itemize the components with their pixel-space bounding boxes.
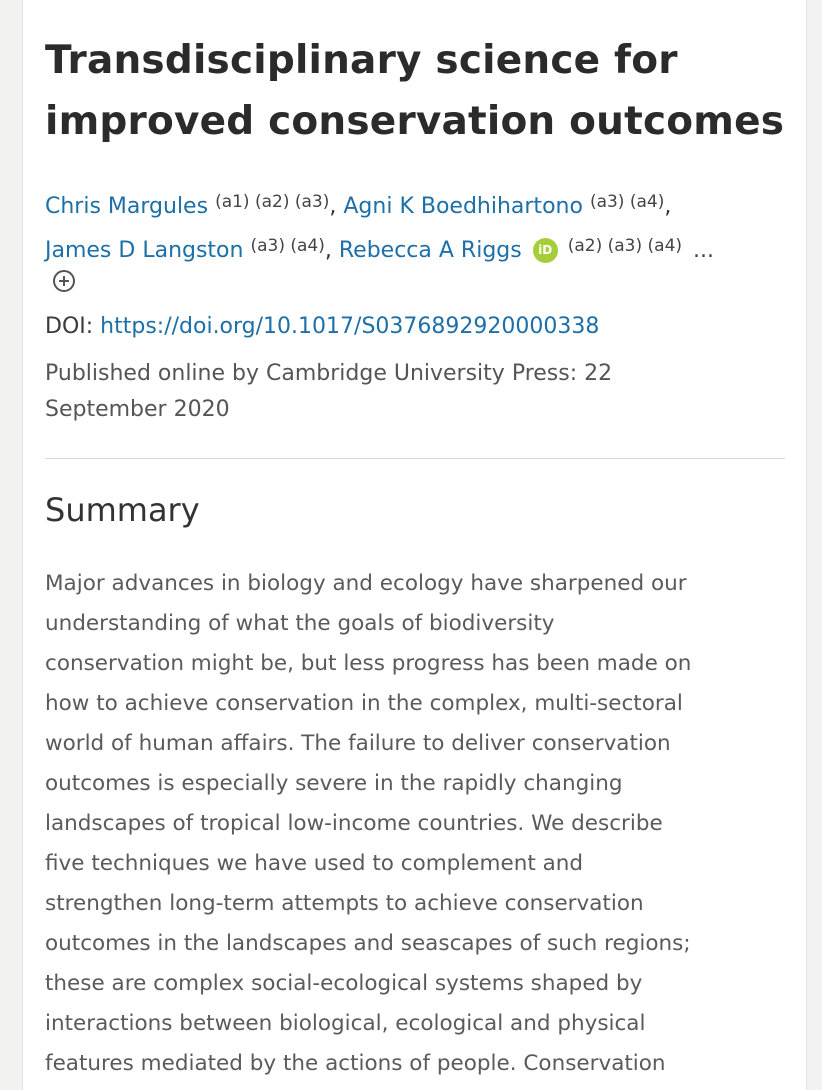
summary-heading: Summary bbox=[45, 491, 200, 529]
summary-line: outcomes is especially severe in the rapidly changing bbox=[45, 771, 623, 796]
summary-line: landscapes of tropical low-income countries. We describe bbox=[45, 811, 663, 836]
doi-label: DOI: bbox=[45, 314, 94, 339]
orcid-icon[interactable]: iD bbox=[533, 238, 558, 263]
author-link-rebecca-a-riggs[interactable]: Rebecca A Riggs bbox=[338, 238, 522, 263]
more-authors-ellipsis: ... bbox=[693, 238, 715, 263]
author-link-james-d-langston[interactable]: James D Langston bbox=[45, 238, 244, 263]
doi-row bbox=[45, 309, 599, 345]
publication-date-line-2: September 2020 bbox=[45, 397, 230, 422]
author-list bbox=[45, 180, 790, 268]
author-affiliations[interactable]: (a3) (a4) bbox=[250, 236, 325, 256]
article-title-line-1: Transdisciplinary science for bbox=[45, 38, 678, 83]
author-affiliations[interactable]: (a2) (a3) (a4) bbox=[567, 236, 683, 256]
summary-line: how to achieve conservation in the complex, multi-sectoral bbox=[45, 691, 683, 716]
publication-date bbox=[45, 356, 705, 428]
summary-line: conservation might be, but less progress has been made on bbox=[45, 651, 692, 676]
summary-line: understanding of what the goals of biodiversity bbox=[45, 611, 555, 636]
summary-line: outcomes in the landscapes and seascapes of such regions; bbox=[45, 931, 691, 956]
summary-text bbox=[45, 564, 790, 1084]
author-line: Chris Margules $^{(a1) (a2) (a3)}$, Agni K Boedhihartono $^{(a3) (a4)}$, bbox=[45, 192, 672, 219]
article-title-line-2: improved conservation outcomes bbox=[45, 99, 785, 144]
summary-line: Major advances in biology and ecology have sharpened our bbox=[45, 571, 687, 596]
summary-line: interactions between biological, ecological and physical bbox=[45, 1011, 646, 1036]
plus-circle-icon[interactable] bbox=[53, 270, 75, 292]
section-divider bbox=[45, 458, 785, 459]
summary-line: strengthen long-term attempts to achieve conservation bbox=[45, 891, 644, 916]
summary-line: these are complex social-ecological systems shaped by bbox=[45, 971, 643, 996]
author-link-agni-k-boedhihartono[interactable]: Agni K Boedhihartono bbox=[343, 194, 583, 219]
author-affiliations[interactable]: (a3) (a4) bbox=[589, 192, 665, 212]
summary-line: world of human affairs. The failure to deliver conservation bbox=[45, 731, 671, 756]
author-affiliations[interactable]: (a1) (a2) (a3) bbox=[215, 192, 330, 212]
summary-line: features mediated by the actions of people. Conservation bbox=[45, 1051, 666, 1076]
article-title bbox=[45, 30, 785, 152]
article-page bbox=[22, 0, 807, 1090]
author-link-chris-margules[interactable]: Chris Margules bbox=[45, 194, 209, 219]
author-line: James D Langston $^{(a3) (a4)}$, Rebecca A Riggs iD $^{(a2) (a3) (a4)}$ ... bbox=[45, 236, 715, 263]
doi-link[interactable]: https://doi.org/10.1017/S0376892920000338 bbox=[100, 314, 600, 339]
summary-line: five techniques we have used to complement and bbox=[45, 851, 584, 876]
publication-date-line-1: Published online by Cambridge University Press: 22 bbox=[45, 361, 613, 386]
